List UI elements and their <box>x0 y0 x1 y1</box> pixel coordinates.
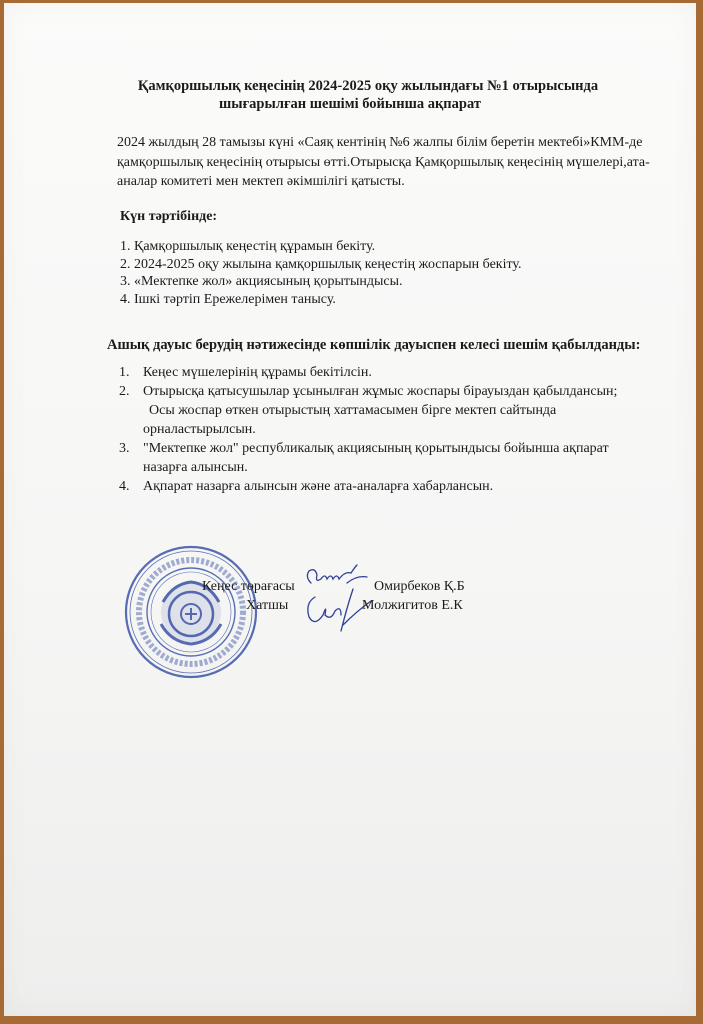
document-page <box>4 3 696 1016</box>
title-line-1: Қамқоршылық кеңесінің 2024-2025 оқу жылындағы №1 отырысында <box>137 78 599 94</box>
title-line-2: шығарылған шешімі бойынша ақпарат <box>219 96 481 112</box>
decision-number: 3. <box>119 441 130 456</box>
decision-number: 2. <box>119 384 130 399</box>
agenda-list <box>120 238 522 308</box>
decision-item <box>119 477 639 496</box>
agenda-heading: Күн тәртібінде: <box>120 209 218 224</box>
decision-heading: Ашық дауыс берудің нәтижесінде көпшілік дауыспен келесі шешім қабылданды: <box>107 337 641 353</box>
intro-line: қамқоршылық кеңесінің отырысы өтті.Отырысқа Қамқоршылық кеңесінің мүшелері,ата- <box>117 154 650 170</box>
agenda-item: 3. «Мектепке жол» акциясының қорытындысы. <box>120 274 403 289</box>
document-title <box>4 77 696 113</box>
decision-text: Отырысқа қатысушылар ұсынылған жұмыс жоспары бірауыздан қабылдансын; <box>143 384 618 399</box>
decision-text: Осы жоспар өткен отырыстың хаттамасымен бірге мектеп сайтында <box>149 403 557 418</box>
decision-number: 1. <box>119 365 130 380</box>
chair-name: Омирбеков Қ.Б <box>374 579 465 594</box>
agenda-item: 4. Ішкі тәртіп Ережелерімен танысу. <box>120 291 336 307</box>
decision-item <box>119 439 639 477</box>
agenda-item: 1. Қамқоршылық кеңестің құрамын бекіту. <box>120 239 376 254</box>
intro-line: 2024 жылдың 28 тамызы күні «Саяқ кентінің №6 жалпы білім беретін мектебі»КММ-де <box>117 135 643 150</box>
secretary-name: Молжигитов Е.К <box>362 598 463 613</box>
decision-text: Кеңес мүшелерінің құрамы бекітілсін. <box>143 365 372 380</box>
decision-text: "Мектепке жол" республикалық акциясының қорытындысы бойынша ақпарат <box>143 441 609 456</box>
decision-text: назарға алынсын. <box>143 460 248 475</box>
chair-role: Кеңес төрағасы <box>202 579 295 594</box>
decision-text: Ақпарат назарға алынсын және ата-аналарға хабарлансын. <box>143 479 494 494</box>
decision-list <box>119 363 639 496</box>
official-stamp-icon <box>123 544 259 680</box>
intro-line: аналар комитеті мен мектеп әкімшілігі қатысты. <box>117 174 405 189</box>
secretary-role: Хатшы <box>246 598 289 613</box>
decision-item <box>119 363 639 382</box>
agenda-item: 2. 2024-2025 оқу жылына қамқоршылық кеңестің жоспарын бекіту. <box>120 256 522 272</box>
decision-number: 4. <box>119 479 130 494</box>
decision-text: орналастырылсын. <box>143 422 256 437</box>
decision-item <box>119 382 639 439</box>
intro-paragraph <box>117 133 672 192</box>
